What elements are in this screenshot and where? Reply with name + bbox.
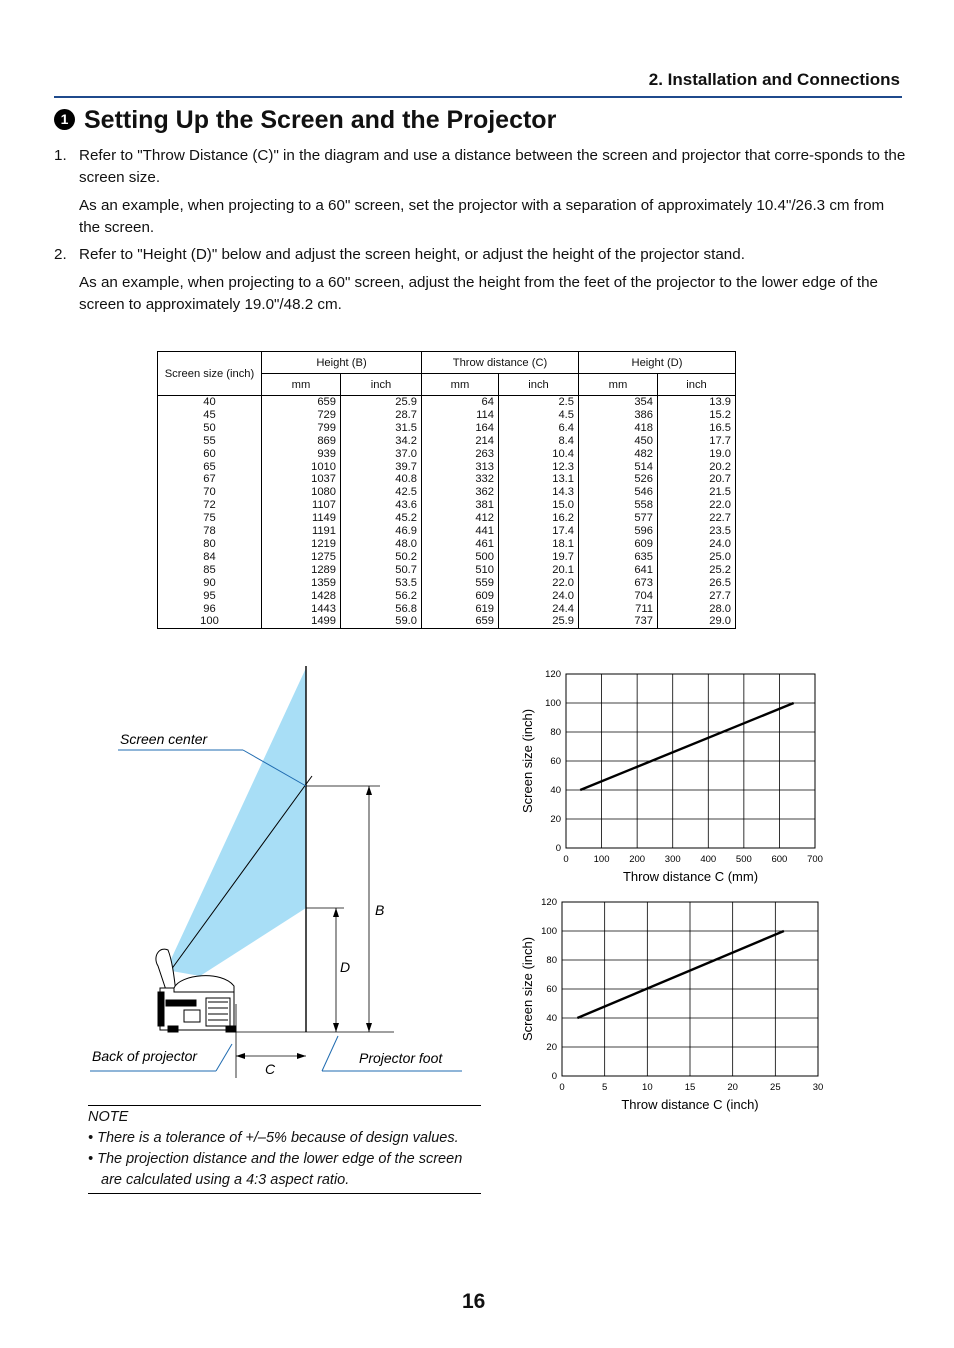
cell-height-d-mm: 635: [579, 551, 658, 564]
note-box: [88, 1105, 481, 1194]
cell-height-d-mm: 526: [579, 473, 658, 486]
projection-diagram: [80, 660, 490, 1080]
cell-height-b-mm: 869: [262, 435, 341, 448]
cell-height-b-mm: 1499: [262, 615, 341, 628]
cell-height-d-mm: 673: [579, 577, 658, 590]
cell-height-b-mm: 729: [262, 409, 341, 422]
cell-height-b-inch: 50.2: [341, 551, 422, 564]
cell-height-b-inch: 25.9: [341, 396, 422, 409]
header-height-d: Height (D): [579, 352, 736, 374]
projector-foot-label: Projector foot: [359, 1050, 443, 1066]
title-number-badge: 1: [54, 109, 75, 130]
x-tick-label: 100: [593, 854, 610, 865]
step-1-number: 1.: [54, 147, 67, 164]
cell-height-b-inch: 48.0: [341, 538, 422, 551]
table-row: [158, 473, 736, 486]
cell-screen-size: 80: [158, 538, 262, 551]
cell-height-d-inch: 20.2: [658, 461, 736, 474]
cell-throw-c-inch: 14.3: [499, 486, 579, 499]
page-number: 16: [462, 1290, 486, 1313]
table-row: [158, 564, 736, 577]
cell-throw-c-mm: 164: [422, 422, 499, 435]
arrow-c-right: [297, 1053, 306, 1059]
cell-screen-size: 55: [158, 435, 262, 448]
table-row: [158, 538, 736, 551]
cell-throw-c-mm: 263: [422, 448, 499, 461]
cell-throw-c-inch: 16.2: [499, 512, 579, 525]
label-b: B: [375, 902, 385, 918]
header-c-mm: mm: [422, 374, 499, 396]
cell-throw-c-inch: 25.9: [499, 615, 579, 628]
cell-throw-c-inch: 20.1: [499, 564, 579, 577]
cell-height-d-inch: 17.7: [658, 435, 736, 448]
cell-screen-size: 96: [158, 603, 262, 616]
step-1-text: Refer to "Throw Distance (C)" in the diagram and use a distance between the screen and projector that corre-sponds to the screen size.: [79, 147, 906, 186]
header-d-mm: mm: [579, 374, 658, 396]
section-title: 2. Installation and Connections: [648, 70, 900, 89]
cell-throw-c-mm: 214: [422, 435, 499, 448]
cell-height-b-mm: 1010: [262, 461, 341, 474]
cell-height-d-inch: 24.0: [658, 538, 736, 551]
cell-throw-c-mm: 461: [422, 538, 499, 551]
y-tick-label: 20: [546, 1042, 557, 1053]
table-row: [158, 525, 736, 538]
table-row: [158, 615, 736, 628]
cell-height-b-inch: 28.7: [341, 409, 422, 422]
cell-throw-c-mm: 609: [422, 590, 499, 603]
cell-screen-size: 70: [158, 486, 262, 499]
cell-screen-size: 67: [158, 473, 262, 486]
cell-throw-c-mm: 559: [422, 577, 499, 590]
cell-height-d-inch: 29.0: [658, 615, 736, 628]
cell-height-d-mm: 596: [579, 525, 658, 538]
table-row: [158, 396, 736, 409]
title-text: Setting Up the Screen and the Projector: [84, 106, 557, 134]
cell-throw-c-inch: 13.1: [499, 473, 579, 486]
cell-throw-c-inch: 15.0: [499, 499, 579, 512]
y-tick-label: 80: [550, 727, 561, 738]
cell-throw-c-mm: 412: [422, 512, 499, 525]
cell-height-d-mm: 737: [579, 615, 658, 628]
chart-throw-mm: [505, 660, 835, 890]
table-row: [158, 551, 736, 564]
x-axis-label: Throw distance C (mm): [622, 869, 759, 884]
table-row: [158, 409, 736, 422]
cell-throw-c-mm: 114: [422, 409, 499, 422]
note-title: NOTE: [88, 1109, 129, 1125]
cell-height-b-inch: 45.2: [341, 512, 422, 525]
cell-height-b-inch: 34.2: [341, 435, 422, 448]
cell-throw-c-mm: 362: [422, 486, 499, 499]
x-tick-label: 15: [684, 1082, 696, 1093]
step-2-number: 2.: [54, 246, 67, 263]
cell-height-d-mm: 558: [579, 499, 658, 512]
y-tick-label: 40: [550, 785, 561, 796]
cell-height-b-inch: 37.0: [341, 448, 422, 461]
cell-throw-c-inch: 19.7: [499, 551, 579, 564]
note-item-2: • The projection distance and the lower edge of the screen are calculated using a 4:3 aspect ratio.: [88, 1151, 463, 1188]
cell-screen-size: 78: [158, 525, 262, 538]
x-tick-label: 600: [771, 854, 788, 865]
cell-height-d-inch: 28.0: [658, 603, 736, 616]
arrow-d-bottom: [333, 1023, 339, 1032]
cell-height-b-mm: 1443: [262, 603, 341, 616]
cell-throw-c-inch: 24.0: [499, 590, 579, 603]
cell-screen-size: 72: [158, 499, 262, 512]
table-row: [158, 461, 736, 474]
y-tick-label: 60: [550, 756, 561, 767]
label-d: D: [340, 959, 351, 975]
cell-height-b-mm: 1219: [262, 538, 341, 551]
header-height-b: Height (B): [262, 352, 422, 374]
cell-height-d-inch: 16.5: [658, 422, 736, 435]
cell-screen-size: 75: [158, 512, 262, 525]
step-2-text: Refer to "Height (D)" below and adjust the screen height, or adjust the height of the projector stand.: [79, 246, 745, 263]
cell-height-b-mm: 659: [262, 396, 341, 409]
x-tick-label: 700: [807, 854, 823, 865]
cell-height-d-inch: 13.9: [658, 396, 736, 409]
cell-height-b-mm: 1107: [262, 499, 341, 512]
cell-screen-size: 90: [158, 577, 262, 590]
cell-height-b-inch: 43.6: [341, 499, 422, 512]
cell-height-b-mm: 1428: [262, 590, 341, 603]
step-2-example: As an example, when projecting to a 60" screen, adjust the height from the feet of the projector to the lower edge of the screen to approximately 19.0"/48.2 cm.: [79, 274, 878, 313]
cell-screen-size: 65: [158, 461, 262, 474]
y-tick-label: 120: [541, 897, 557, 908]
cell-throw-c-mm: 659: [422, 615, 499, 628]
cell-screen-size: 60: [158, 448, 262, 461]
chart-throw-inch: [505, 888, 835, 1118]
cell-height-b-inch: 59.0: [341, 615, 422, 628]
cell-screen-size: 85: [158, 564, 262, 577]
step-1-example: As an example, when projecting to a 60" screen, set the projector with a separation of approximately 10.4"/26.3 cm from the screen.: [79, 197, 885, 236]
cell-height-b-mm: 1191: [262, 525, 341, 538]
cell-height-b-inch: 40.8: [341, 473, 422, 486]
table-row: [158, 422, 736, 435]
table-row: [158, 435, 736, 448]
x-tick-label: 500: [735, 854, 752, 865]
x-tick-label: 0: [563, 854, 569, 865]
cell-height-b-inch: 56.2: [341, 590, 422, 603]
cell-throw-c-inch: 10.4: [499, 448, 579, 461]
arrow-d-top: [333, 908, 339, 917]
y-tick-label: 60: [546, 984, 557, 995]
cell-height-b-mm: 1289: [262, 564, 341, 577]
label-c: C: [265, 1061, 276, 1077]
cell-height-b-inch: 46.9: [341, 525, 422, 538]
header-b-inch: inch: [341, 374, 422, 396]
header-d-inch: inch: [658, 374, 736, 396]
cell-height-b-mm: 799: [262, 422, 341, 435]
y-tick-label: 120: [545, 669, 561, 680]
y-axis-label: Screen size (inch): [520, 936, 535, 1042]
cell-screen-size: 100: [158, 615, 262, 628]
cell-height-d-inch: 23.5: [658, 525, 736, 538]
cell-height-d-mm: 641: [579, 564, 658, 577]
cell-height-d-mm: 704: [579, 590, 658, 603]
cell-height-d-inch: 19.0: [658, 448, 736, 461]
arrow-c-left: [236, 1053, 245, 1059]
y-tick-label: 20: [550, 814, 561, 825]
cell-screen-size: 45: [158, 409, 262, 422]
cell-height-b-inch: 31.5: [341, 422, 422, 435]
table-row: [158, 486, 736, 499]
cell-throw-c-inch: 18.1: [499, 538, 579, 551]
cell-height-d-inch: 20.7: [658, 473, 736, 486]
cell-height-d-inch: 15.2: [658, 409, 736, 422]
cell-height-d-mm: 609: [579, 538, 658, 551]
header-b-mm: mm: [262, 374, 341, 396]
cell-throw-c-mm: 619: [422, 603, 499, 616]
x-tick-label: 10: [642, 1082, 653, 1093]
cell-height-d-mm: 386: [579, 409, 658, 422]
cell-height-d-mm: 546: [579, 486, 658, 499]
cell-height-b-mm: 1037: [262, 473, 341, 486]
x-axis-label: Throw distance C (inch): [621, 1097, 759, 1112]
table-row: [158, 603, 736, 616]
screen-center-label: Screen center: [120, 731, 208, 747]
arrow-b-bottom: [366, 1023, 372, 1032]
table-row: [158, 499, 736, 512]
x-tick-label: 30: [812, 1082, 824, 1093]
cell-throw-c-mm: 332: [422, 473, 499, 486]
header-screen-size: Screen size (inch): [158, 352, 262, 396]
cell-throw-c-mm: 381: [422, 499, 499, 512]
x-tick-label: 0: [559, 1082, 565, 1093]
note-item-1: • There is a tolerance of +/–5% because of design values.: [88, 1130, 459, 1146]
table-row: [158, 577, 736, 590]
y-tick-label: 100: [545, 698, 561, 709]
cell-height-d-inch: 26.5: [658, 577, 736, 590]
x-tick-label: 20: [727, 1082, 738, 1093]
cell-height-b-mm: 1359: [262, 577, 341, 590]
cell-height-b-mm: 1080: [262, 486, 341, 499]
cell-height-b-inch: 53.5: [341, 577, 422, 590]
cell-screen-size: 40: [158, 396, 262, 409]
cell-height-d-mm: 354: [579, 396, 658, 409]
table-body: [158, 396, 736, 629]
page-title: [54, 106, 556, 135]
y-tick-label: 0: [551, 1071, 557, 1082]
cell-height-d-inch: 22.7: [658, 512, 736, 525]
projector-foot-pointer: [322, 1036, 338, 1071]
arrow-b-top: [366, 786, 372, 795]
x-tick-label: 5: [602, 1082, 608, 1093]
cell-height-d-mm: 711: [579, 603, 658, 616]
cell-screen-size: 84: [158, 551, 262, 564]
cell-throw-c-mm: 500: [422, 551, 499, 564]
projection-beam: [166, 668, 306, 976]
x-tick-label: 25: [770, 1082, 781, 1093]
cell-height-b-mm: 1149: [262, 512, 341, 525]
cell-throw-c-mm: 64: [422, 396, 499, 409]
cell-screen-size: 50: [158, 422, 262, 435]
cell-height-d-inch: 27.7: [658, 590, 736, 603]
cell-throw-c-inch: 24.4: [499, 603, 579, 616]
y-tick-label: 40: [546, 1013, 557, 1024]
y-tick-label: 100: [541, 926, 557, 937]
cell-height-d-inch: 25.2: [658, 564, 736, 577]
y-tick-label: 80: [546, 955, 557, 966]
cell-throw-c-mm: 441: [422, 525, 499, 538]
cell-height-d-mm: 482: [579, 448, 658, 461]
table-row: [158, 448, 736, 461]
cell-throw-c-inch: 17.4: [499, 525, 579, 538]
cell-height-b-mm: 1275: [262, 551, 341, 564]
throw-distance-table: [157, 351, 736, 629]
cell-throw-c-inch: 8.4: [499, 435, 579, 448]
cell-throw-c-inch: 6.4: [499, 422, 579, 435]
cell-height-d-mm: 450: [579, 435, 658, 448]
cell-height-d-mm: 418: [579, 422, 658, 435]
cell-throw-c-inch: 4.5: [499, 409, 579, 422]
cell-throw-c-inch: 2.5: [499, 396, 579, 409]
cell-height-b-mm: 939: [262, 448, 341, 461]
back-of-projector-label: Back of projector: [92, 1048, 198, 1064]
y-axis-label: Screen size (inch): [520, 708, 535, 814]
cell-throw-c-inch: 12.3: [499, 461, 579, 474]
cell-screen-size: 95: [158, 590, 262, 603]
cell-height-d-inch: 22.0: [658, 499, 736, 512]
cell-height-d-mm: 577: [579, 512, 658, 525]
section-header: [54, 70, 902, 98]
cell-height-b-inch: 39.7: [341, 461, 422, 474]
series-line: [577, 931, 784, 1018]
x-tick-label: 200: [629, 854, 646, 865]
cell-height-b-inch: 50.7: [341, 564, 422, 577]
back-of-projector-pointer: [216, 1044, 232, 1071]
series-line: [580, 703, 793, 790]
cell-throw-c-inch: 22.0: [499, 577, 579, 590]
cell-height-b-inch: 56.8: [341, 603, 422, 616]
cell-height-d-inch: 21.5: [658, 486, 736, 499]
y-tick-label: 0: [555, 843, 561, 854]
table-row: [158, 512, 736, 525]
header-c-inch: inch: [499, 374, 579, 396]
cell-throw-c-mm: 313: [422, 461, 499, 474]
cell-height-b-inch: 42.5: [341, 486, 422, 499]
x-tick-label: 300: [664, 854, 681, 865]
cell-height-d-inch: 25.0: [658, 551, 736, 564]
header-throw-c: Throw distance (C): [422, 352, 579, 374]
cell-throw-c-mm: 510: [422, 564, 499, 577]
cell-height-d-mm: 514: [579, 461, 658, 474]
table-row: [158, 590, 736, 603]
x-tick-label: 400: [700, 854, 717, 865]
